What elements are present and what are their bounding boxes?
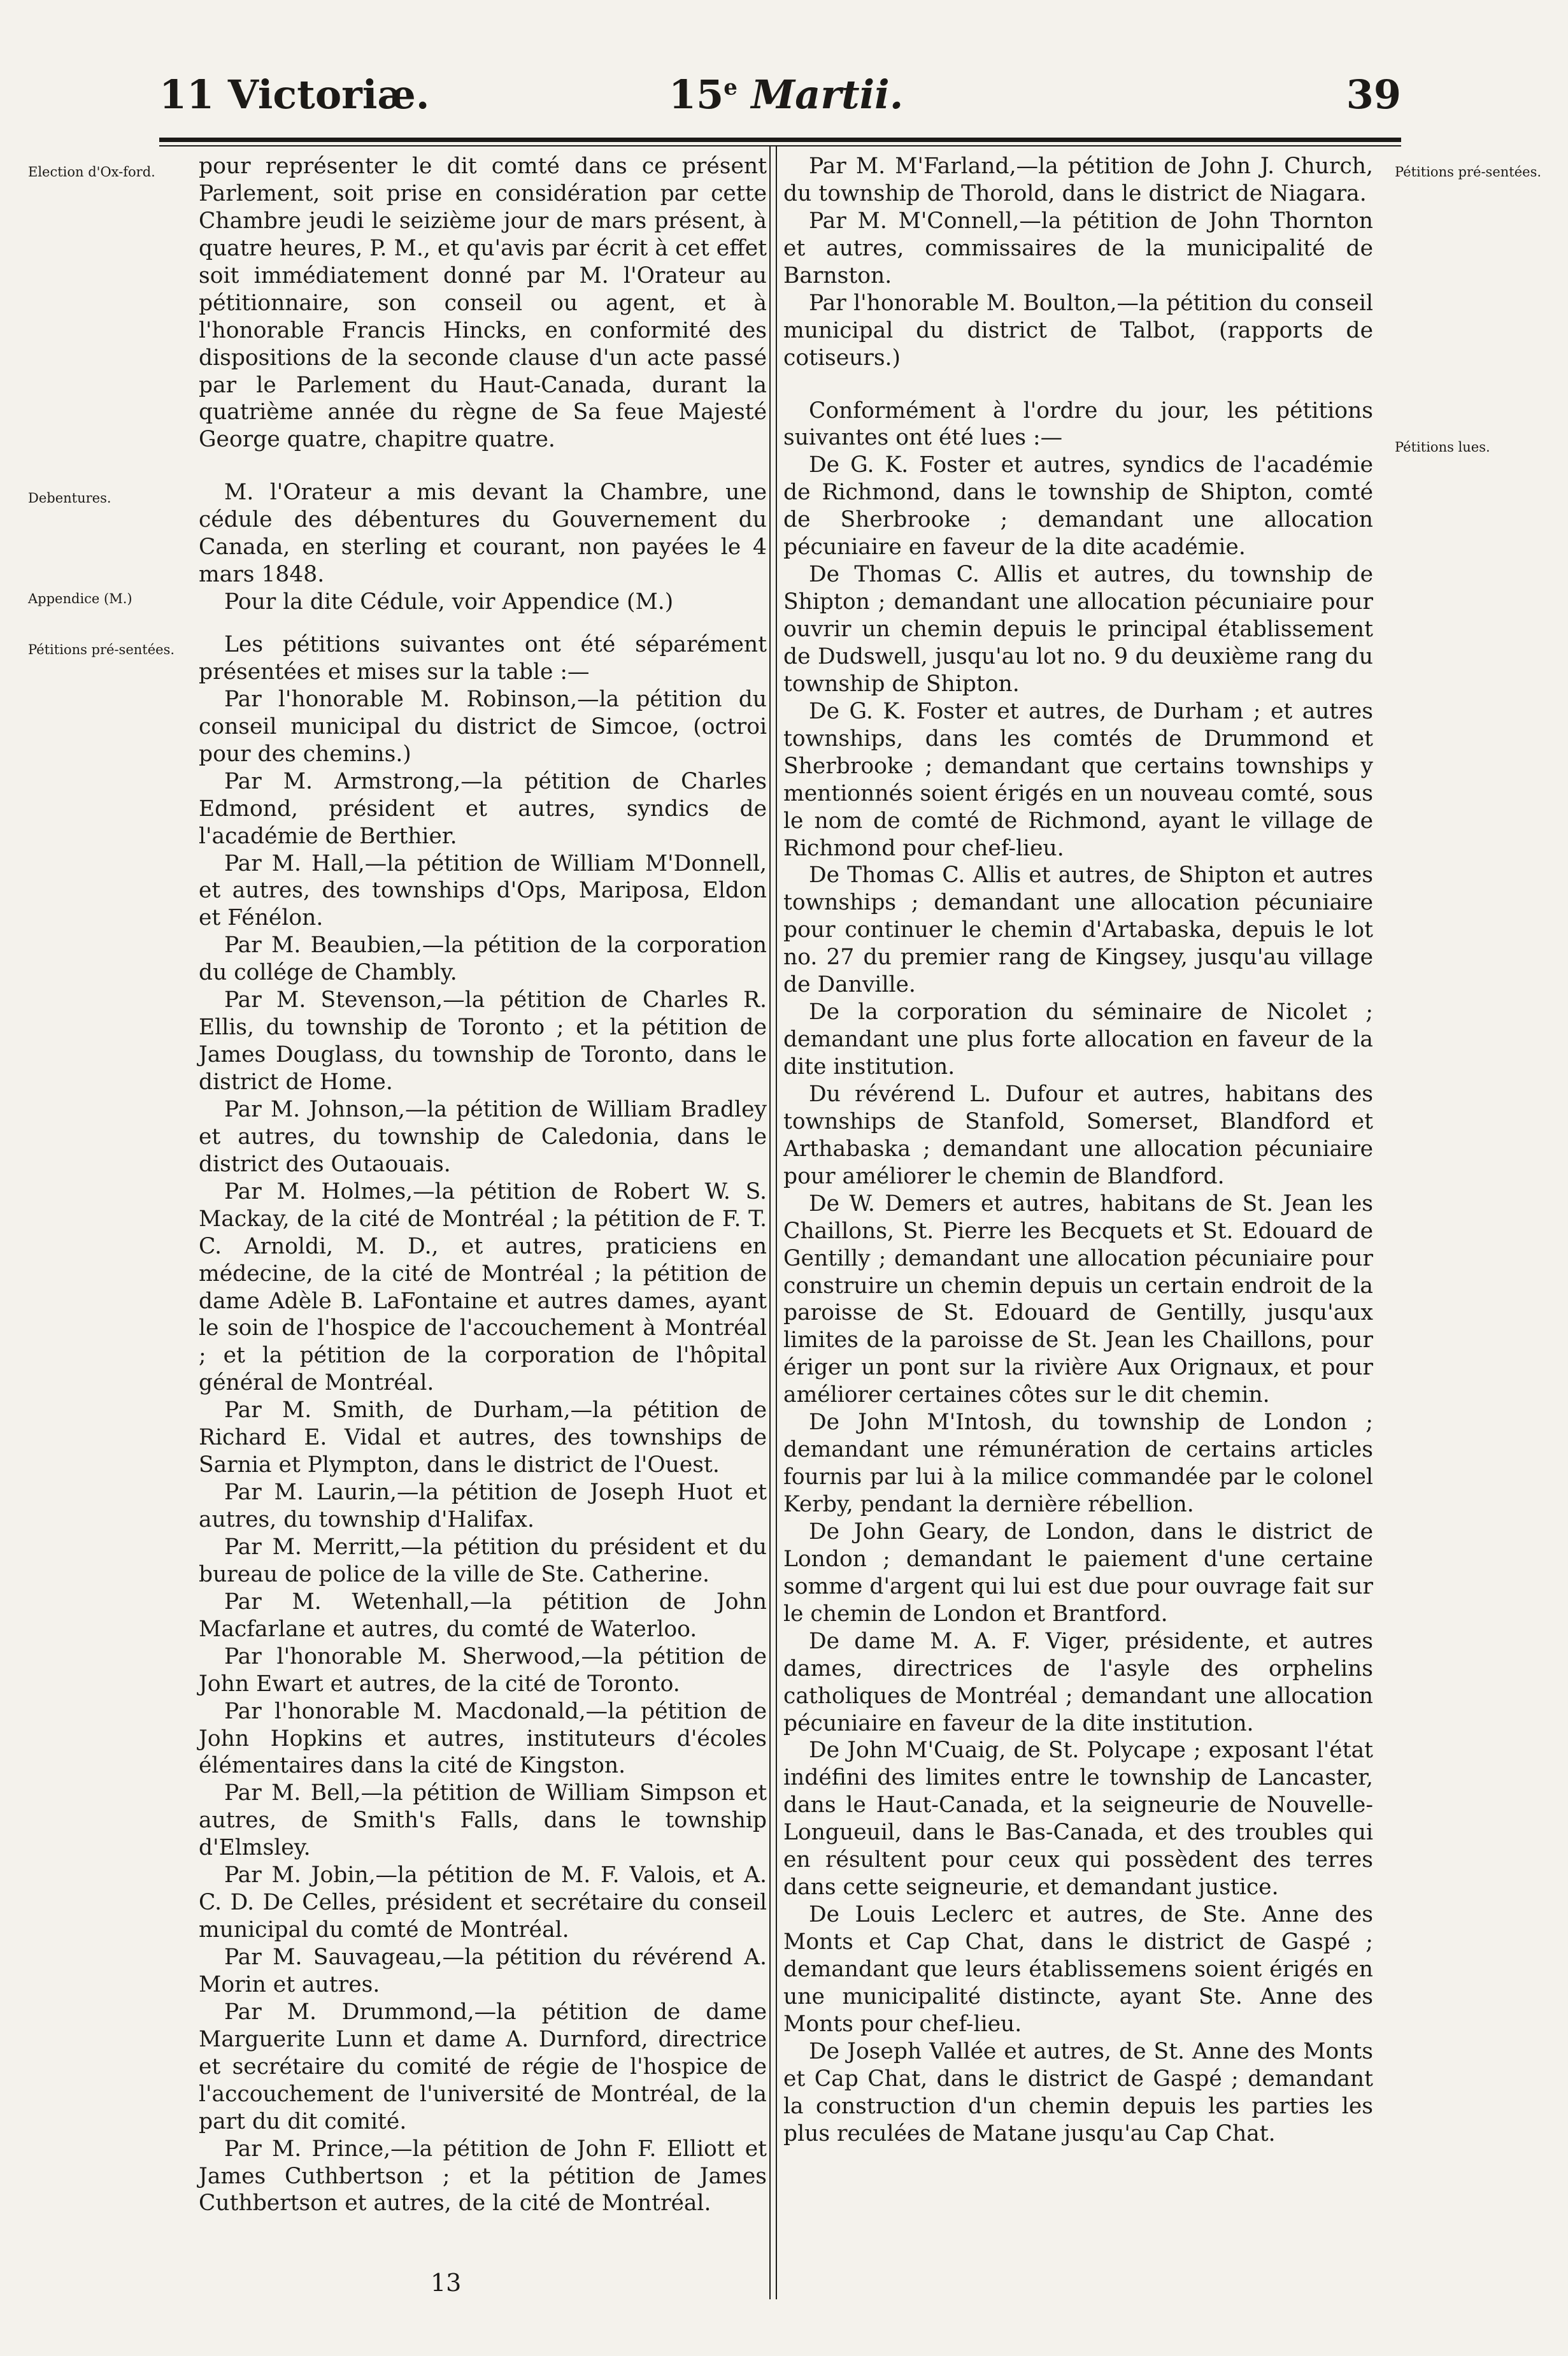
paragraph: Par l'honorable M. Robinson,—la pétition du conseil municipal du district de Simcoe, (octroi pour des chemins.) <box>199 686 767 767</box>
paragraph: Par M. Prince,—la pétition de John F. Elliott et James Cuthbertson ; et la pétition de James Cuthbertson et autres, de la cité de Montréal. <box>199 2136 767 2217</box>
paragraph: De dame M. A. F. Viger, présidente, et autres dames, directrices de l'asyle des orphelins catholiques de Montréal ; demandant une allocation pécuniaire en faveur de la dite institution. <box>783 1628 1373 1736</box>
left-column <box>199 153 767 2217</box>
paragraph: Pour la dite Cédule, voir Appendice (M.) <box>224 589 674 615</box>
header-rule-thin <box>159 145 1401 146</box>
paragraph: Par l'honorable M. Macdonald,—la pétition de John Hopkins et autres, instituteurs d'écoles élémentaires dans la cité de Kingston. <box>199 1698 767 1779</box>
paragraph: Du révérend L. Dufour et autres, habitans des townships de Stanfold, Somerset, Blandford et Arthabaska ; demandant une allocation pécuniaire pour améliorer le chemin de Blandford. <box>783 1081 1373 1189</box>
paragraph: De John M'Cuaig, de St. Polycape ; exposant l'état indéfini des limites entre le township de Lancaster, dans le Haut-Canada, et la seigneurie de Nouvelle-Longueuil, dans le Bas-Canada, et des troubles qui en résultent pour ceux qui possèdent des terres dans cette seigneurie, et demandant justice. <box>783 1738 1373 1901</box>
paragraph: De la corporation du séminaire de Nicolet ; demandant une plus forte allocation en faveur de la dite institution. <box>783 999 1373 1080</box>
header-date <box>669 71 903 118</box>
paragraph: Par l'honorable M. Boulton,—la pétition du conseil municipal du district de Talbot, (rapports de cotiseurs.) <box>783 290 1373 371</box>
paragraph: M. l'Orateur a mis devant la Chambre, une cédule des débentures du Gouvernement du Canada, en sterling et courant, non payées le 4 mars 1848. <box>199 480 767 588</box>
paragraph: De G. K. Foster et autres, syndics de l'académie de Richmond, dans le township de Shipton, comté de Sherbrooke ; demandant une allocation pécuniaire en faveur de la dite académie. <box>783 452 1373 560</box>
signature-mark: 13 <box>431 2269 462 2297</box>
right-column <box>783 153 1373 2148</box>
paragraph: Par M. Bell,—la pétition de William Simpson et autres, de Smith's Falls, dans le township d'Elmsley. <box>199 1780 767 1861</box>
paragraph: De Louis Leclerc et autres, de Ste. Anne des Monts et Cap Chat, dans le district de Gaspé ; demandant que leurs établissemens soient érigés en une municipalité distincte, ayant Ste. Anne des Monts pour chef-lieu. <box>783 1902 1373 2037</box>
paragraph: De Thomas C. Allis et autres, de Shipton et autres townships ; demandant une allocation pécuniaire pour continuer le chemin d'Artabaska, depuis le lot no. 27 du premier rang de Kingsey, jusqu'au village de Danville. <box>783 862 1373 998</box>
paragraph: Par M. Merritt,—la pétition du président et du bureau de police de la ville de Ste. Catherine. <box>199 1534 767 1587</box>
paragraph: Par M. Wetenhall,—la pétition de John Macfarlane et autres, du comté de Waterloo. <box>199 1589 767 1642</box>
paragraph: Par M. Hall,—la pétition de William M'Donnell, et autres, des townships d'Ops, Mariposa, Eldon et Fénélon. <box>199 850 767 931</box>
paragraph: De Thomas C. Allis et autres, du township de Shipton ; demandant une allocation pécuniaire pour ouvrir un chemin depuis le principal établissement de Dudswell, jusqu'au lot no. 9 du deuxième rang du township de Shipton. <box>783 562 1373 697</box>
running-header <box>159 71 1401 129</box>
margin-note-appendice: Appendice (M.) <box>28 591 132 606</box>
paragraph: Par M. Sauvageau,—la pétition du révérend A. Morin et autres. <box>199 1945 767 1997</box>
header-rule <box>159 138 1401 142</box>
header-regnal-year: 11 Victoriæ. <box>159 71 430 118</box>
header-date-month: Martii. <box>751 71 904 118</box>
column-divider <box>776 146 777 2299</box>
header-date-day: 15 <box>669 71 724 118</box>
paragraph: Par M. Drummond,—la pétition de dame Marguerite Lunn et dame A. Durnford, directrice et secrétaire du comité de régie de l'hospice de l'accouchement de l'université de Montréal, de la part du dit comité. <box>199 1999 767 2134</box>
paragraph: Par M. Stevenson,—la pétition de Charles R. Ellis, du township de Toronto ; et la pétition de James Douglass, du township de Toronto, dans le district de Home. <box>199 987 767 1095</box>
paragraph: Par M. Beaubien,—la pétition de la corporation du collége de Chambly. <box>199 932 767 986</box>
paragraph: De Joseph Vallée et autres, de St. Anne des Monts et Cap Chat, dans le district de Gaspé ; demandant la construction d'un chemin depuis les parties les plus reculées de Matane jusqu'au Cap Chat. <box>783 2038 1373 2146</box>
paragraph: Par M. Armstrong,—la pétition de Charles Edmond, président et autres, syndics de l'académie de Berthier. <box>199 768 767 849</box>
page-number: 39 <box>1346 71 1401 118</box>
paragraph: Les pétitions suivantes ont été séparément présentées et mises sur la table :— <box>199 632 767 685</box>
paragraph: Par M. Jobin,—la pétition de M. F. Valois, et A. C. D. De Celles, président et secrétaire du conseil municipal du comté de Montréal. <box>199 1862 767 1943</box>
paragraph: Par M. Laurin,—la pétition de Joseph Huot et autres, du township d'Halifax. <box>199 1480 767 1532</box>
paragraph: Par M. M'Farland,—la pétition de John J. Church, du township de Thorold, dans le district de Niagara. <box>783 153 1373 206</box>
header-date-sup: e <box>723 75 738 101</box>
paragraph: De G. K. Foster et autres, de Durham ; et autres townships, dans les comtés de Drummond et Sherbrooke ; demandant que certains townships y mentionnés soient érigés en un nouveau comté, sous le nom de comté de Richmond, ayant le village de Richmond pour chef-lieu. <box>783 698 1373 861</box>
margin-note-election: Election d'Ox-ford. <box>28 164 155 180</box>
margin-note-petitions-presentees-right: Pétitions pré-sentées. <box>1395 164 1542 180</box>
paragraph: Par M. Holmes,—la pétition de Robert W. S. Mackay, de la cité de Montréal ; la pétition de F. T. C. Arnoldi, M. D., et autres, praticiens en médecine, de la cité de Montréal ; la pétition de dame Adèle B. LaFontaine et autres dames, ayant le soin de l'hospice de l'accouchement à Montréal ; et la pétition de la corporation de l'hôpital général de Montréal. <box>199 1178 767 1396</box>
paragraph: De W. Demers et autres, habitans de St. Jean les Chaillons, St. Pierre les Becquets et St. Edouard de Gentilly ; demandant une allocation pécuniaire pour construire un chemin depuis un certain endroit de la paroisse de St. Edouard de Gentilly, jusqu'aux limites de la paroisse de St. Jean les Chaillons, pour ériger un pont sur la rivière Aux Orignaux, et pour améliorer certaines côtes sur le dit chemin. <box>783 1190 1373 1408</box>
paragraph: Par M. Smith, de Durham,—la pétition de Richard E. Vidal et autres, des townships de Sarnia et Plympton, dans le district de l'Ouest. <box>199 1397 767 1478</box>
paragraph: De John M'Intosh, du township de London ; demandant une rémunération de certains articles fournis par lui à la milice commandée par le colonel Kerby, pendant la dernière rébellion. <box>783 1410 1373 1517</box>
paragraph: De John Geary, de London, dans le district de London ; demandant le paiement d'une certaine somme d'argent qui lui est due pour ouvrage fait sur le chemin de London et Brantford. <box>783 1518 1373 1627</box>
paragraph: Par M. M'Connell,—la pétition de John Thornton et autres, commissaires de la municipalité de Barnston. <box>783 208 1373 289</box>
paragraph: Par l'honorable M. Sherwood,—la pétition de John Ewart et autres, de la cité de Toronto. <box>199 1643 767 1697</box>
paragraph: pour représenter le dit comté dans ce présent Parlement, soit prise en considération par cette Chambre jeudi le seizième jour de mars présent, à quatre heures, P. M., et qu'avis par écrit à cet effet soit immédiatement donné par M. l'Orateur au pétitionnaire, son conseil ou agent, et à l'honorable Francis Hincks, en conformité des dispositions de la seconde clause d'un acte passé par le Parlement du Haut-Canada, durant la quatrième année du règne de Sa feue Majesté George quatre, chapitre quatre. <box>199 153 767 453</box>
column-divider <box>769 146 771 2299</box>
margin-note-petitions-lues: Pétitions lues. <box>1395 439 1490 455</box>
margin-note-debentures: Debentures. <box>28 490 111 506</box>
paragraph: Par M. Johnson,—la pétition de William Bradley et autres, du township de Caledonia, dans le district des Outaouais. <box>199 1096 767 1177</box>
paragraph: Conformément à l'ordre du jour, les pétitions suivantes ont été lues :— <box>783 397 1373 451</box>
margin-note-petitions-presentees: Pétitions pré-sentées. <box>28 642 175 657</box>
